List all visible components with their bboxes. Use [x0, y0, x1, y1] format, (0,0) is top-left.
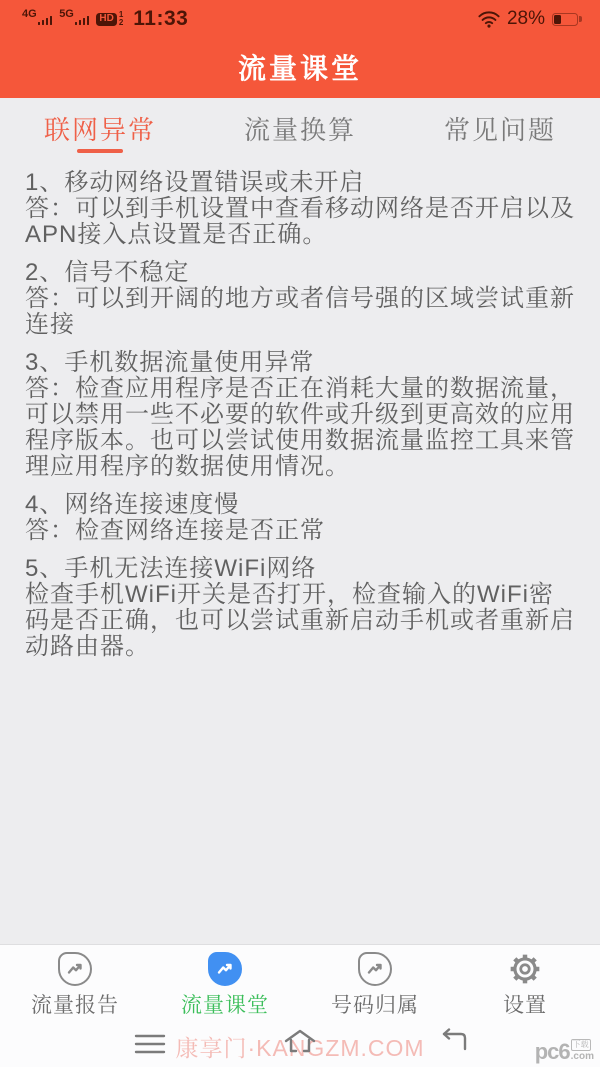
- sim-slot-1: 1: [118, 9, 124, 19]
- network-4g-label: 4G: [22, 8, 37, 20]
- faq-answer: 答：检查网络连接是否正常: [25, 517, 325, 544]
- active-tab-indicator: [77, 149, 123, 153]
- tab-connection-issues[interactable]: [0, 98, 200, 158]
- status-bar-right: [478, 8, 578, 30]
- nav-item-label: 流量课堂: [181, 994, 269, 1017]
- system-nav-bar: [0, 1019, 600, 1067]
- tab-label: 联网异常: [43, 114, 156, 145]
- faq-item: [25, 556, 575, 660]
- page-title: 流量课堂: [237, 53, 362, 84]
- pc6-logo-suffix: .com: [570, 1051, 594, 1062]
- tab-common-questions[interactable]: [400, 98, 600, 158]
- nav-item-traffic-report[interactable]: [0, 952, 150, 1019]
- faq-answer: 答：检查应用程序是否正在消耗大量的数据流量，可以禁用一些不必要的软件或升级到更高效的应用程序版本。也可以尝试使用数据流量监控工具来管理应用程序的数据使用情况。: [25, 375, 575, 480]
- nav-item-label: 设置: [503, 994, 547, 1017]
- sim-slot-indicator: [119, 11, 123, 28]
- watermark: 康享门·KANGZM.COM: [175, 1035, 425, 1061]
- nav-item-number-attribution[interactable]: [300, 952, 450, 1019]
- signal-bars-icon: [38, 16, 53, 26]
- bottom-nav: [0, 944, 600, 1019]
- faq-answer: 答：可以到手机设置中查看移动网络是否开启以及APN接入点设置是否正确。: [25, 195, 575, 248]
- faq-item: [25, 492, 575, 544]
- back-icon[interactable]: [440, 1028, 470, 1054]
- clock: 11:33: [133, 7, 189, 30]
- status-bar: [0, 0, 600, 36]
- nav-item-label: 号码归属: [331, 994, 419, 1017]
- faq-question: 4、网络连接速度慢: [25, 491, 240, 518]
- faq-question: 2、信号不稳定: [25, 259, 190, 286]
- battery-icon: [552, 13, 578, 26]
- faq-list: [0, 158, 600, 944]
- tab-label: 流量换算: [243, 114, 356, 145]
- network-4g-indicator: [22, 8, 52, 25]
- traffic-report-icon: [58, 952, 92, 986]
- faq-answer: 答：可以到开阔的地方或者信号强的区域尝试重新连接: [25, 285, 575, 338]
- network-5g-indicator: [59, 8, 89, 25]
- pc6-logo-text: pc6: [534, 1039, 570, 1065]
- home-icon[interactable]: [283, 1027, 317, 1055]
- faq-answer: 检查手机WiFi开关是否打开，检查输入的WiFi密码是否正确，也可以尝试重新启动手机或者重新启动路由器。: [25, 581, 575, 660]
- faq-item: [25, 350, 575, 480]
- traffic-class-icon: [208, 952, 242, 986]
- tab-label: 常见问题: [443, 114, 556, 145]
- sim-slot-2: 2: [118, 18, 124, 27]
- status-bar-left: [22, 7, 188, 31]
- nav-item-settings[interactable]: [450, 952, 600, 1019]
- tab-data-conversion[interactable]: [200, 98, 400, 158]
- faq-item: [25, 170, 575, 248]
- nav-item-traffic-class[interactable]: [150, 952, 300, 1019]
- hd-badge: HD: [96, 13, 116, 26]
- volte-hd-indicator: [96, 11, 123, 28]
- faq-item: [25, 260, 575, 338]
- faq-question: 3、手机数据流量使用异常: [25, 349, 315, 376]
- app-header: [0, 36, 600, 98]
- network-5g-label: 5G: [59, 8, 74, 20]
- faq-question: 5、手机无法连接WiFi网络: [25, 555, 317, 582]
- pc6-logo: [534, 1039, 594, 1065]
- wifi-icon: [478, 11, 500, 28]
- menu-icon[interactable]: [134, 1033, 166, 1055]
- tab-bar: [0, 98, 600, 158]
- gear-icon: [508, 952, 542, 986]
- pc6-logo-badge: 下载: [572, 1040, 589, 1050]
- signal-bars-icon: [75, 16, 90, 26]
- nav-item-label: 流量报告: [31, 994, 119, 1017]
- number-attribution-icon: [358, 952, 392, 986]
- faq-question: 1、移动网络设置错误或未开启: [25, 169, 365, 196]
- battery-percent: 28%: [506, 8, 545, 29]
